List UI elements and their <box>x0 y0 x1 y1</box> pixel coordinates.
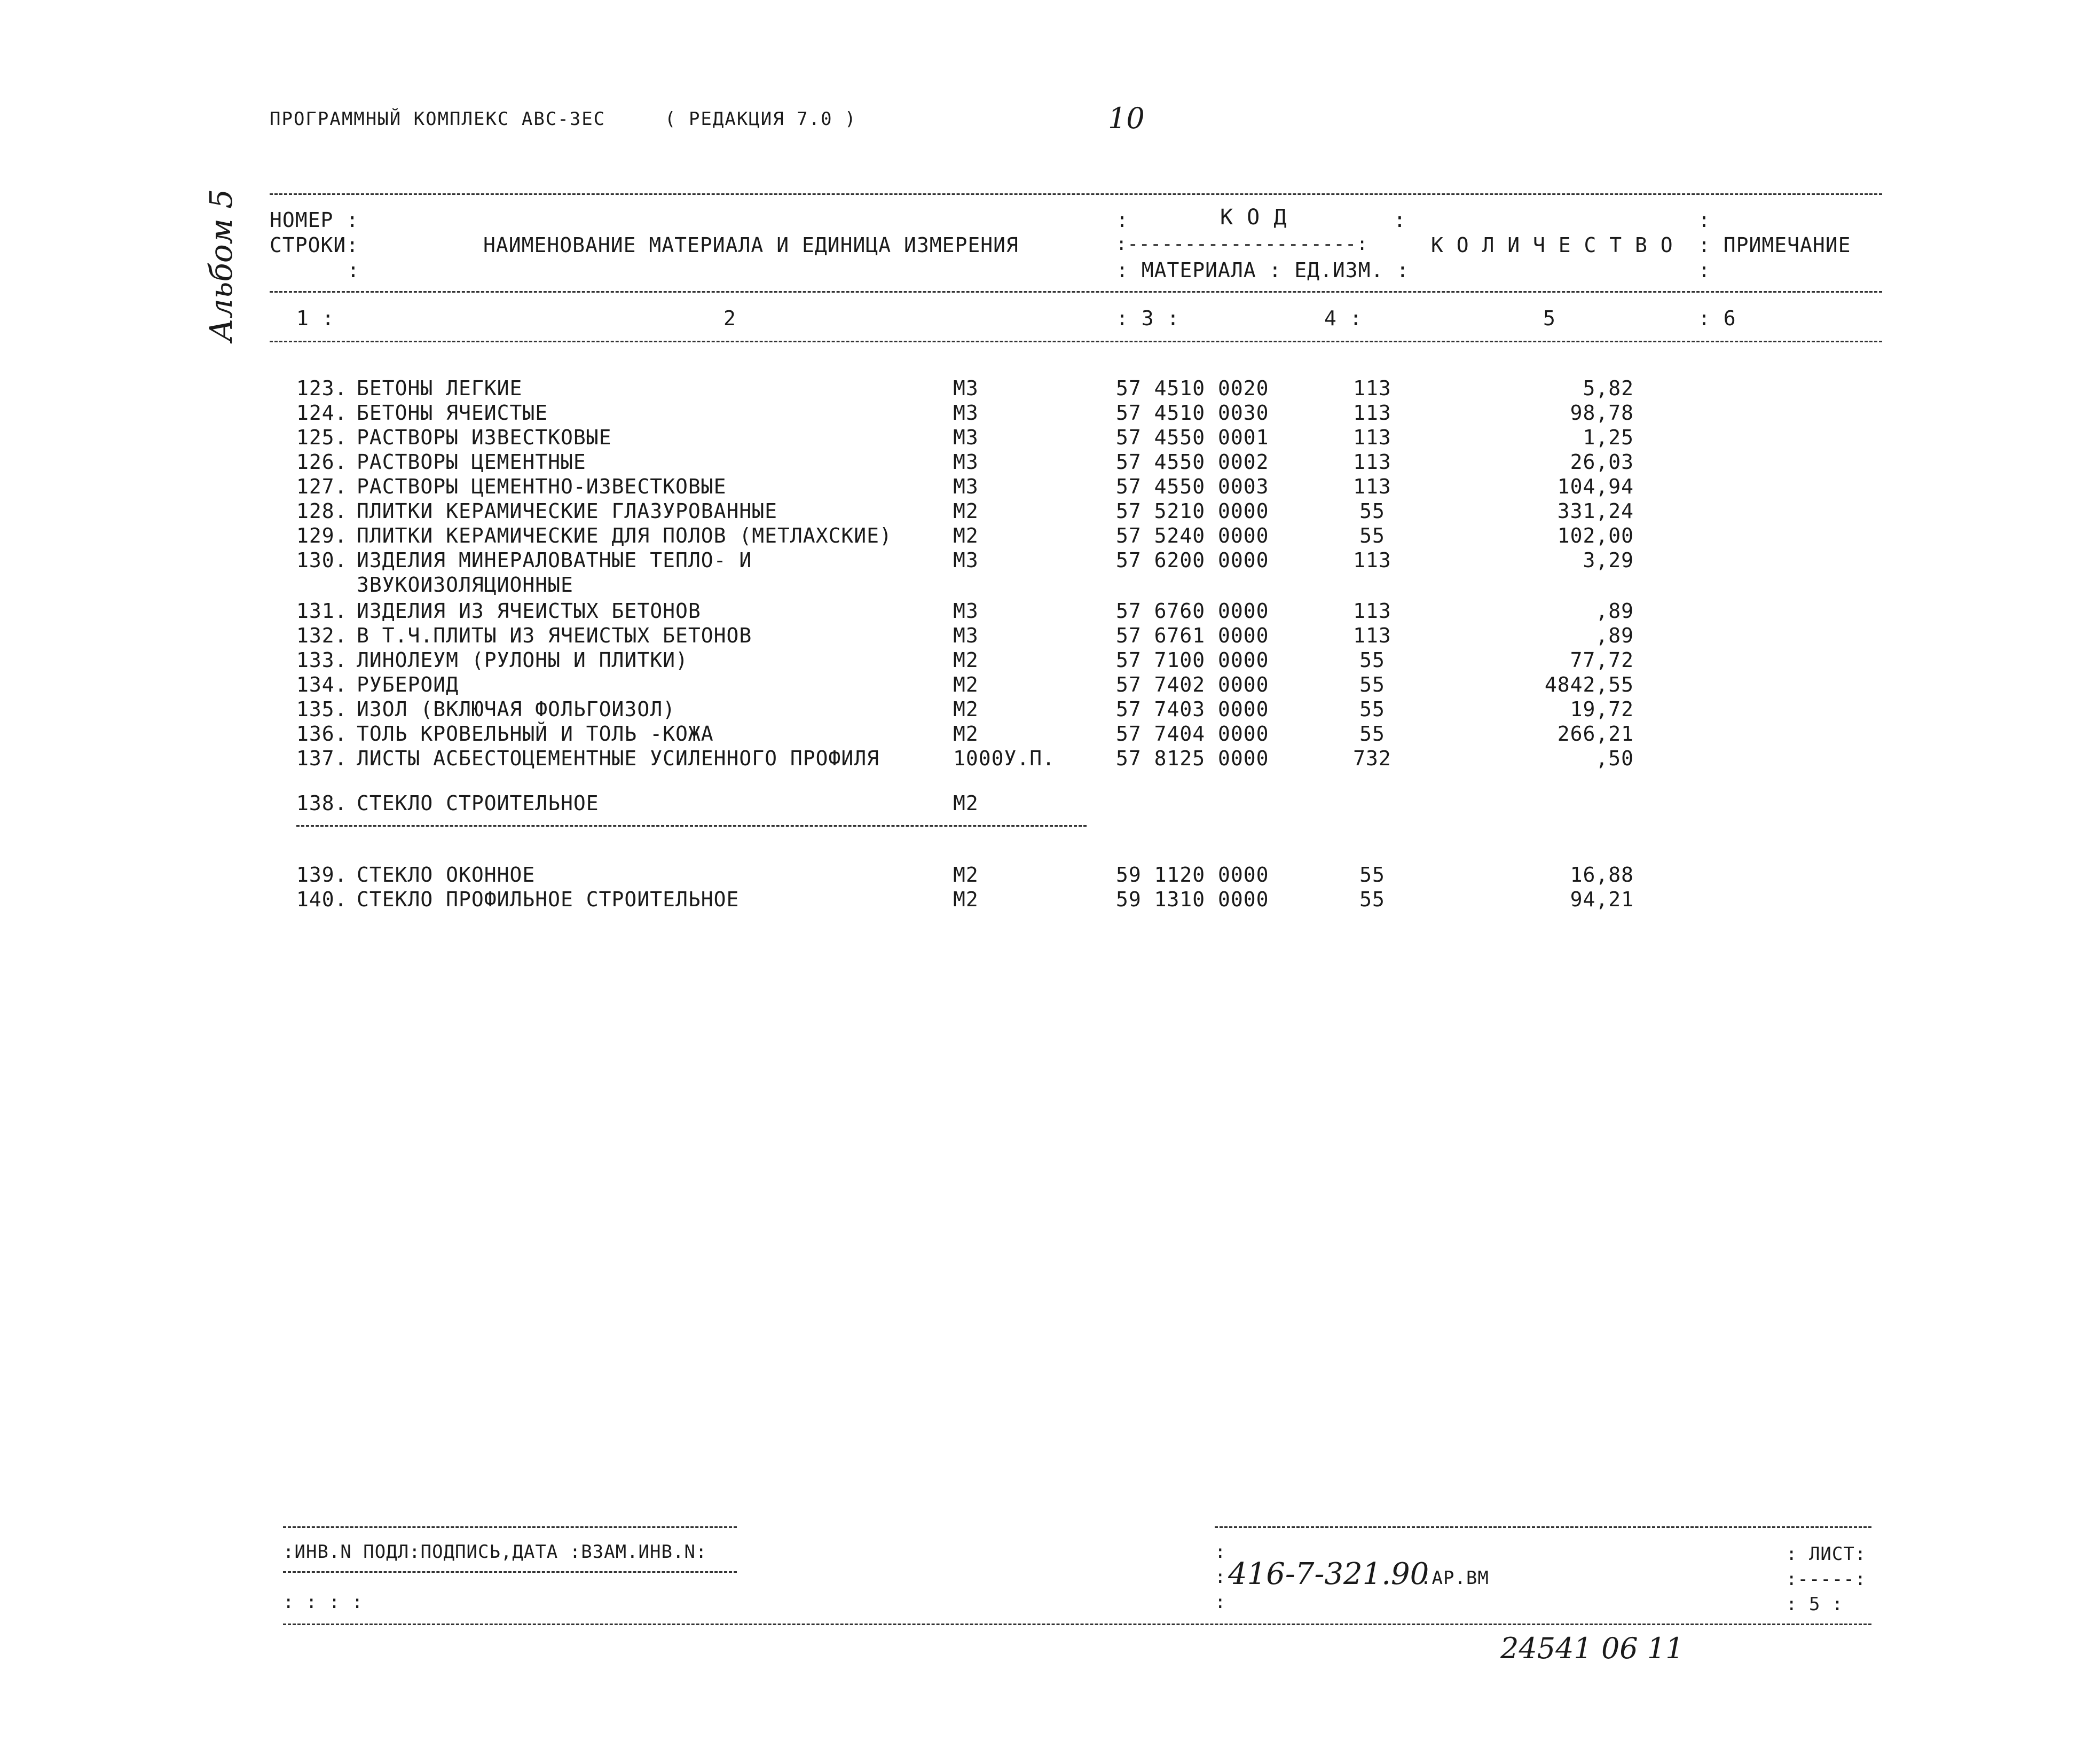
group-rule <box>296 825 1087 827</box>
quantity: ,89 <box>1595 624 1634 647</box>
unit-code: 113 <box>1353 401 1391 425</box>
col-number-2: 2 <box>723 307 736 330</box>
table-row <box>0 475 2100 499</box>
row-number: 130. <box>296 548 348 572</box>
col-number-5: 5 <box>1543 307 1556 330</box>
sheet-label: : ЛИСТ: <box>1786 1543 1867 1565</box>
material-code: 57 7100 0000 <box>1116 648 1269 672</box>
unit: М2 <box>953 888 979 911</box>
unit-code: 113 <box>1353 599 1391 623</box>
material-name: БЕТОНЫ ЯЧЕИСТЫЕ <box>357 401 548 425</box>
row-number: 132. <box>296 624 348 647</box>
material-name: ЛИСТЫ АСБЕСТОЦЕМЕНТНЫЕ УСИЛЕННОГО ПРОФИЛЯ <box>357 747 879 770</box>
table-row <box>0 888 2100 912</box>
unit: М2 <box>953 499 979 523</box>
table-row <box>0 524 2100 548</box>
material-code: 57 4550 0001 <box>1116 426 1269 449</box>
row-number: 125. <box>296 426 348 449</box>
table-row <box>0 747 2100 771</box>
material-name: РАСТВОРЫ ЦЕМЕНТНО-ИЗВЕСТКОВЫЕ <box>357 475 727 498</box>
footer-left-row: : : : : <box>283 1591 364 1613</box>
table-row <box>0 499 2100 524</box>
unit: М2 <box>953 673 979 696</box>
unit-code: 55 <box>1359 648 1385 672</box>
quantity: 1,25 <box>1583 426 1634 449</box>
material-code: 57 4510 0030 <box>1116 401 1269 425</box>
material-code: 57 4550 0003 <box>1116 475 1269 498</box>
material-code: 57 7404 0000 <box>1116 722 1269 746</box>
row-number: 136. <box>296 722 348 746</box>
quantity: 102,00 <box>1557 524 1634 547</box>
col-number-6: : 6 <box>1698 307 1736 330</box>
unit: М3 <box>953 401 979 425</box>
quantity: 331,24 <box>1557 499 1634 523</box>
material-name: ИЗОЛ (ВКЛЮЧАЯ ФОЛЬГОИЗОЛ) <box>357 697 675 721</box>
unit: М3 <box>953 450 979 474</box>
table-row <box>0 548 2100 573</box>
quantity: 98,78 <box>1570 401 1634 425</box>
material-code: 57 6760 0000 <box>1116 599 1269 623</box>
table-row <box>0 401 2100 426</box>
quantity: ,50 <box>1595 747 1634 770</box>
unit-code: 55 <box>1359 524 1385 547</box>
table-row <box>0 624 2100 648</box>
table-row <box>0 599 2100 624</box>
footer-left-rule-mid <box>283 1571 737 1573</box>
material-code: 57 5240 0000 <box>1116 524 1269 547</box>
col-number-3: : 3 : <box>1116 307 1180 330</box>
row-number: 134. <box>296 673 348 696</box>
material-name: ПЛИТКИ КЕРАМИЧЕСКИЕ ДЛЯ ПОЛОВ (МЕТЛАХСКИЕ) <box>357 524 892 547</box>
material-code: 57 8125 0000 <box>1116 747 1269 770</box>
table-row <box>0 377 2100 401</box>
doc-suffix: .АР.ВМ <box>1420 1567 1489 1589</box>
quantity: 26,03 <box>1570 450 1634 474</box>
material-name: СТЕКЛО ПРОФИЛЬНОЕ СТРОИТЕЛЬНОЕ <box>357 888 740 911</box>
table-row <box>0 426 2100 450</box>
unit-code: 55 <box>1359 499 1385 523</box>
doc-sep-1: : <box>1215 1541 1226 1563</box>
unit-code: 113 <box>1353 450 1391 474</box>
material-code: 57 6200 0000 <box>1116 548 1269 572</box>
head-rule-top <box>270 193 1882 195</box>
quantity: 104,94 <box>1557 475 1634 498</box>
unit-code: 55 <box>1359 888 1385 911</box>
unit: М3 <box>953 599 979 623</box>
table-row <box>0 697 2100 722</box>
note-head-sep-bottom: : <box>1698 258 1711 282</box>
unit-code: 113 <box>1353 426 1391 449</box>
edition-label: ( РЕДАКЦИЯ 7.0 ) <box>665 108 857 130</box>
quantity: 266,21 <box>1557 722 1634 746</box>
quantity: ,89 <box>1595 599 1634 623</box>
material-code: 59 1310 0000 <box>1116 888 1269 911</box>
doc-sep-3: : <box>1215 1591 1226 1613</box>
material-code: 57 4510 0020 <box>1116 377 1269 400</box>
col2-head: НАИМЕНОВАНИЕ МАТЕРИАЛА И ЕДИНИЦА ИЗМЕРЕНИЯ <box>483 233 1019 257</box>
quantity: 94,21 <box>1570 888 1634 911</box>
col-number-4: 4 : <box>1324 307 1363 330</box>
sheet-number: : 5 : <box>1786 1594 1844 1615</box>
quantity: 3,29 <box>1583 548 1634 572</box>
unit-code: 113 <box>1353 624 1391 647</box>
head-rule-bottom <box>270 341 1882 342</box>
material-unit-head: : МАТЕРИАЛА : ЕД.ИЗМ. : <box>1116 258 1410 282</box>
material-code: 57 7403 0000 <box>1116 697 1269 721</box>
doc-sep-2: : <box>1215 1566 1226 1588</box>
table-row <box>0 450 2100 475</box>
unit-code: 55 <box>1359 673 1385 696</box>
quantity: 4842,55 <box>1544 673 1634 696</box>
row-number: 138. <box>296 791 348 815</box>
note-head: : ПРИМЕЧАНИЕ <box>1698 233 1851 257</box>
code-head-sep-left: : <box>1116 208 1129 232</box>
quantity-head: К О Л И Ч Е С Т В О <box>1431 233 1673 257</box>
material-name: РАСТВОРЫ ИЗВЕСТКОВЫЕ <box>357 426 612 449</box>
row-number: 126. <box>296 450 348 474</box>
material-code: 59 1120 0000 <box>1116 863 1269 887</box>
row-number: 137. <box>296 747 348 770</box>
unit-code: 113 <box>1353 548 1391 572</box>
unit: М2 <box>953 648 979 672</box>
unit-code: 55 <box>1359 722 1385 746</box>
unit-code: 55 <box>1359 697 1385 721</box>
footer-left-head: :ИНВ.N ПОДЛ:ПОДПИСЬ,ДАТА :ВЗАМ.ИНВ.N: <box>283 1541 707 1563</box>
unit: М2 <box>953 697 979 721</box>
row-number: 133. <box>296 648 348 672</box>
material-name: ЗВУКОИЗОЛЯЦИОННЫЕ <box>357 573 573 597</box>
footer-right-rule-top <box>1215 1526 1871 1528</box>
row-number: 135. <box>296 697 348 721</box>
material-name: ИЗДЕЛИЯ ИЗ ЯЧЕИСТЫХ БЕТОНОВ <box>357 599 701 623</box>
material-name: ЛИНОЛЕУМ (РУЛОНЫ И ПЛИТКИ) <box>357 648 688 672</box>
footer-left-rule-top <box>283 1526 737 1528</box>
quantity: 19,72 <box>1570 697 1634 721</box>
unit: М2 <box>953 863 979 887</box>
table-row <box>0 722 2100 747</box>
unit: М3 <box>953 377 979 400</box>
row-number: 129. <box>296 524 348 547</box>
row-number: 127. <box>296 475 348 498</box>
unit-code: 113 <box>1353 475 1391 498</box>
code-head-sep-right: : <box>1394 208 1406 232</box>
table-row <box>0 673 2100 697</box>
unit: М3 <box>953 475 979 498</box>
table-row <box>0 863 2100 888</box>
material-name: В Т.Ч.ПЛИТЫ ИЗ ЯЧЕИСТЫХ БЕТОНОВ <box>357 624 752 647</box>
unit: 1000У.П. <box>953 747 1056 770</box>
row-number: 140. <box>296 888 348 911</box>
table-row-group <box>0 791 2100 816</box>
row-number: 128. <box>296 499 348 523</box>
material-name: ИЗДЕЛИЯ МИНЕРАЛОВАТНЫЕ ТЕПЛО- И <box>357 548 752 572</box>
quantity: 16,88 <box>1570 863 1634 887</box>
unit-code: 732 <box>1353 747 1391 770</box>
footer-bottom-rule <box>283 1624 1871 1625</box>
material-code: 57 6761 0000 <box>1116 624 1269 647</box>
sheet-rule: :-----: <box>1786 1569 1867 1590</box>
material-name: СТЕКЛО ОКОННОЕ <box>357 863 536 887</box>
unit: М2 <box>953 722 979 746</box>
bottom-code: 24541 06 11 <box>1500 1632 1684 1665</box>
material-name: СТЕКЛО СТРОИТЕЛЬНОЕ <box>357 791 599 815</box>
unit-code: 55 <box>1359 863 1385 887</box>
unit: М2 <box>953 524 979 547</box>
material-name: РУБЕРОИД <box>357 673 459 696</box>
row-number: 124. <box>296 401 348 425</box>
quantity: 5,82 <box>1583 377 1634 400</box>
unit: М2 <box>953 791 979 815</box>
material-code: 57 7402 0000 <box>1116 673 1269 696</box>
quantity: 77,72 <box>1570 648 1634 672</box>
head-rule-mid <box>270 291 1882 293</box>
table-row-continuation <box>0 573 2100 598</box>
program-title: ПРОГРАММНЫЙ КОМПЛЕКС АВС-3ЕС <box>270 108 606 130</box>
unit: М3 <box>953 426 979 449</box>
material-name: РАСТВОРЫ ЦЕМЕНТНЫЕ <box>357 450 586 474</box>
material-name: ТОЛЬ КРОВЕЛЬНЫЙ И ТОЛЬ -КОЖА <box>357 722 714 746</box>
doc-number: 416-7-321.90 <box>1228 1557 1429 1591</box>
material-code: 57 4550 0002 <box>1116 450 1269 474</box>
material-code: 57 5210 0000 <box>1116 499 1269 523</box>
unit: М3 <box>953 548 979 572</box>
unit: М3 <box>953 624 979 647</box>
page-number: 10 <box>1108 101 1145 135</box>
col1-head-3: : <box>347 258 360 282</box>
row-number: 139. <box>296 863 348 887</box>
material-name: БЕТОНЫ ЛЕГКИЕ <box>357 377 523 400</box>
row-number: 123. <box>296 377 348 400</box>
table-row <box>0 648 2100 673</box>
col1-head-1: НОМЕР : <box>270 208 359 232</box>
note-head-sep-top: : <box>1698 208 1711 232</box>
row-number: 131. <box>296 599 348 623</box>
col-number-1: 1 : <box>296 307 335 330</box>
material-name: ПЛИТКИ КЕРАМИЧЕСКИЕ ГЛАЗУРОВАННЫЕ <box>357 499 777 523</box>
code-head-rule: :--------------------: <box>1116 233 1368 255</box>
col1-head-2: СТРОКИ: <box>270 233 359 257</box>
code-head: К О Д <box>1220 205 1287 230</box>
unit-code: 113 <box>1353 377 1391 400</box>
side-label: Альбом 5 <box>203 189 239 342</box>
